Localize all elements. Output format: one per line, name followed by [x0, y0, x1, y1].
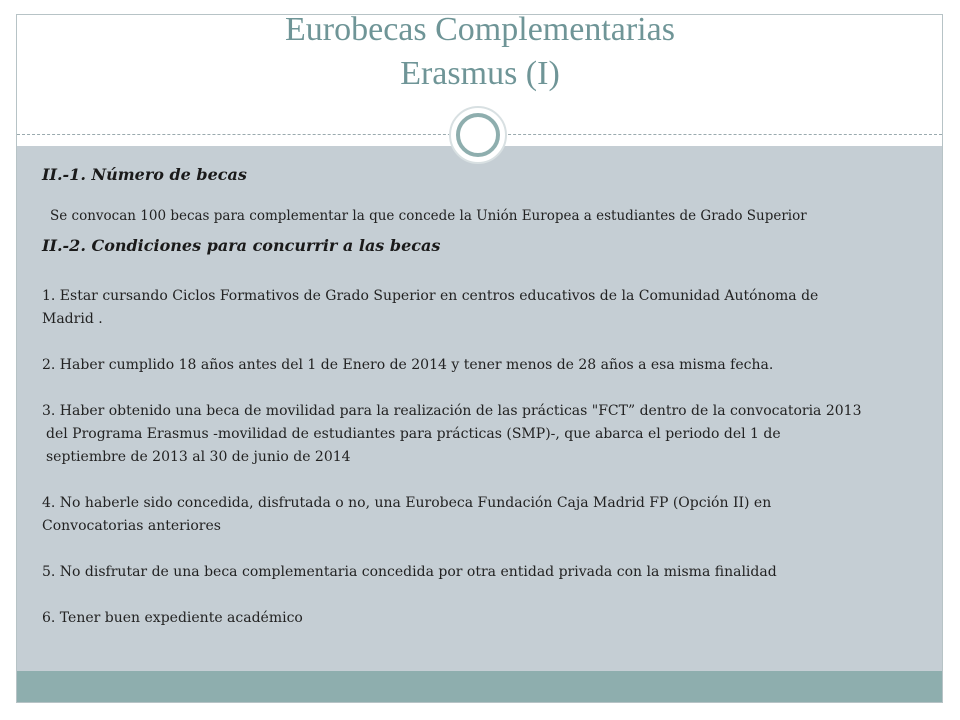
- condition-item: [42, 285, 932, 331]
- section-heading-condiciones: II.-2. Condiciones para concurrir a las becas: [42, 236, 441, 255]
- condition-line: del Programa Erasmus -movilidad de estudiantes para prácticas (SMP)-, que abarca el periodo del 1 de: [46, 426, 781, 442]
- condition-line: septiembre de 2013 al 30 de junio de 2014: [46, 449, 351, 465]
- condition-item: [42, 607, 932, 630]
- footer-bar: [17, 671, 942, 702]
- condition-line: 2. Haber cumplido 18 años antes del 1 de Enero de 2014 y tener menos de 28 años a esa misma fecha.: [42, 357, 774, 373]
- condition-line: 1. Estar cursando Ciclos Formativos de Grado Superior en centros educativos de la Comunidad Autónoma de: [42, 288, 819, 304]
- condition-line: 3. Haber obtenido una beca de movilidad para la realización de las prácticas "FCT” dentro de la convocatoria 2013: [42, 403, 862, 419]
- slide-title: [0, 8, 960, 96]
- ring-ornament-icon: [456, 113, 500, 157]
- condition-item: [42, 354, 932, 377]
- slide-title-line-2: Erasmus (I): [400, 55, 560, 92]
- conditions-list: [42, 285, 932, 653]
- condition-line: Convocatorias anteriores: [42, 518, 221, 534]
- section-heading-numero-becas: II.-1. Número de becas: [42, 165, 247, 184]
- condition-item: [42, 561, 932, 584]
- section-text-numero-becas: Se convocan 100 becas para complementar la que concede la Unión Europea a estudiantes de Grado Superior: [50, 208, 807, 224]
- condition-line: 6. Tener buen expediente académico: [42, 610, 303, 626]
- condition-line: Madrid .: [42, 311, 103, 327]
- condition-item: [42, 400, 932, 469]
- condition-line: 4. No haberle sido concedida, disfrutada o no, una Eurobeca Fundación Caja Madrid FP (Opción II) en: [42, 495, 772, 511]
- slide-title-line-1: Eurobecas Complementarias: [285, 11, 675, 48]
- condition-line: 5. No disfrutar de una beca complementaria concedida por otra entidad privada con la misma finalidad: [42, 564, 777, 580]
- condition-item: [42, 492, 932, 538]
